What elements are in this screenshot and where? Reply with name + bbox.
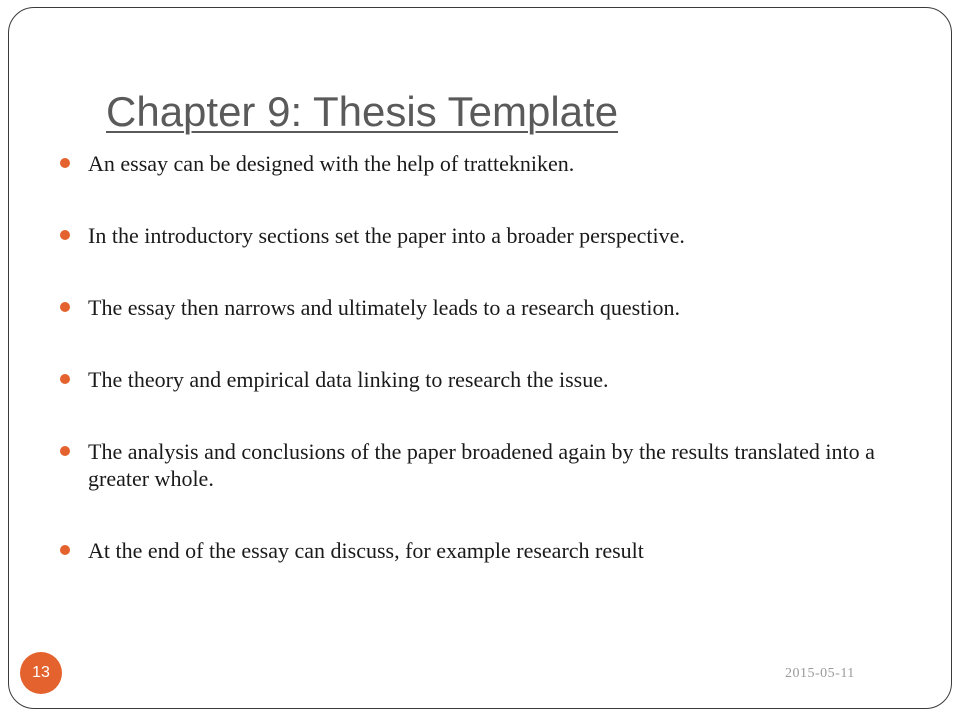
bullet-item bbox=[60, 537, 880, 564]
bullet-text: At the end of the essay can discuss, for example research result bbox=[88, 538, 644, 563]
page-number-badge: 13 bbox=[20, 652, 62, 694]
bullet-list bbox=[60, 150, 880, 609]
bullet-text: An essay can be designed with the help of trattekniken. bbox=[88, 151, 575, 176]
bullet-text: The theory and empirical data linking to research the issue. bbox=[88, 367, 609, 392]
bullet-dot-icon bbox=[60, 302, 70, 312]
bullet-dot-icon bbox=[60, 158, 70, 168]
bullet-item bbox=[60, 222, 880, 249]
slide-title: Chapter 9: Thesis Template bbox=[106, 88, 619, 135]
bullet-dot-icon bbox=[60, 545, 70, 555]
bullet-dot-icon bbox=[60, 446, 70, 456]
bullet-text: In the introductory sections set the paper into a broader perspective. bbox=[88, 223, 685, 248]
bullet-item bbox=[60, 438, 880, 492]
slide-date: 2015-05-11 bbox=[785, 666, 855, 681]
bullet-item bbox=[60, 366, 880, 393]
bullet-text: The essay then narrows and ultimately leads to a research question. bbox=[88, 295, 680, 320]
bullet-item bbox=[60, 150, 880, 177]
bullet-text: The analysis and conclusions of the paper broadened again by the results translated into a greater whole. bbox=[88, 439, 875, 491]
bullet-dot-icon bbox=[60, 230, 70, 240]
bullet-dot-icon bbox=[60, 374, 70, 384]
bullet-item bbox=[60, 294, 880, 321]
